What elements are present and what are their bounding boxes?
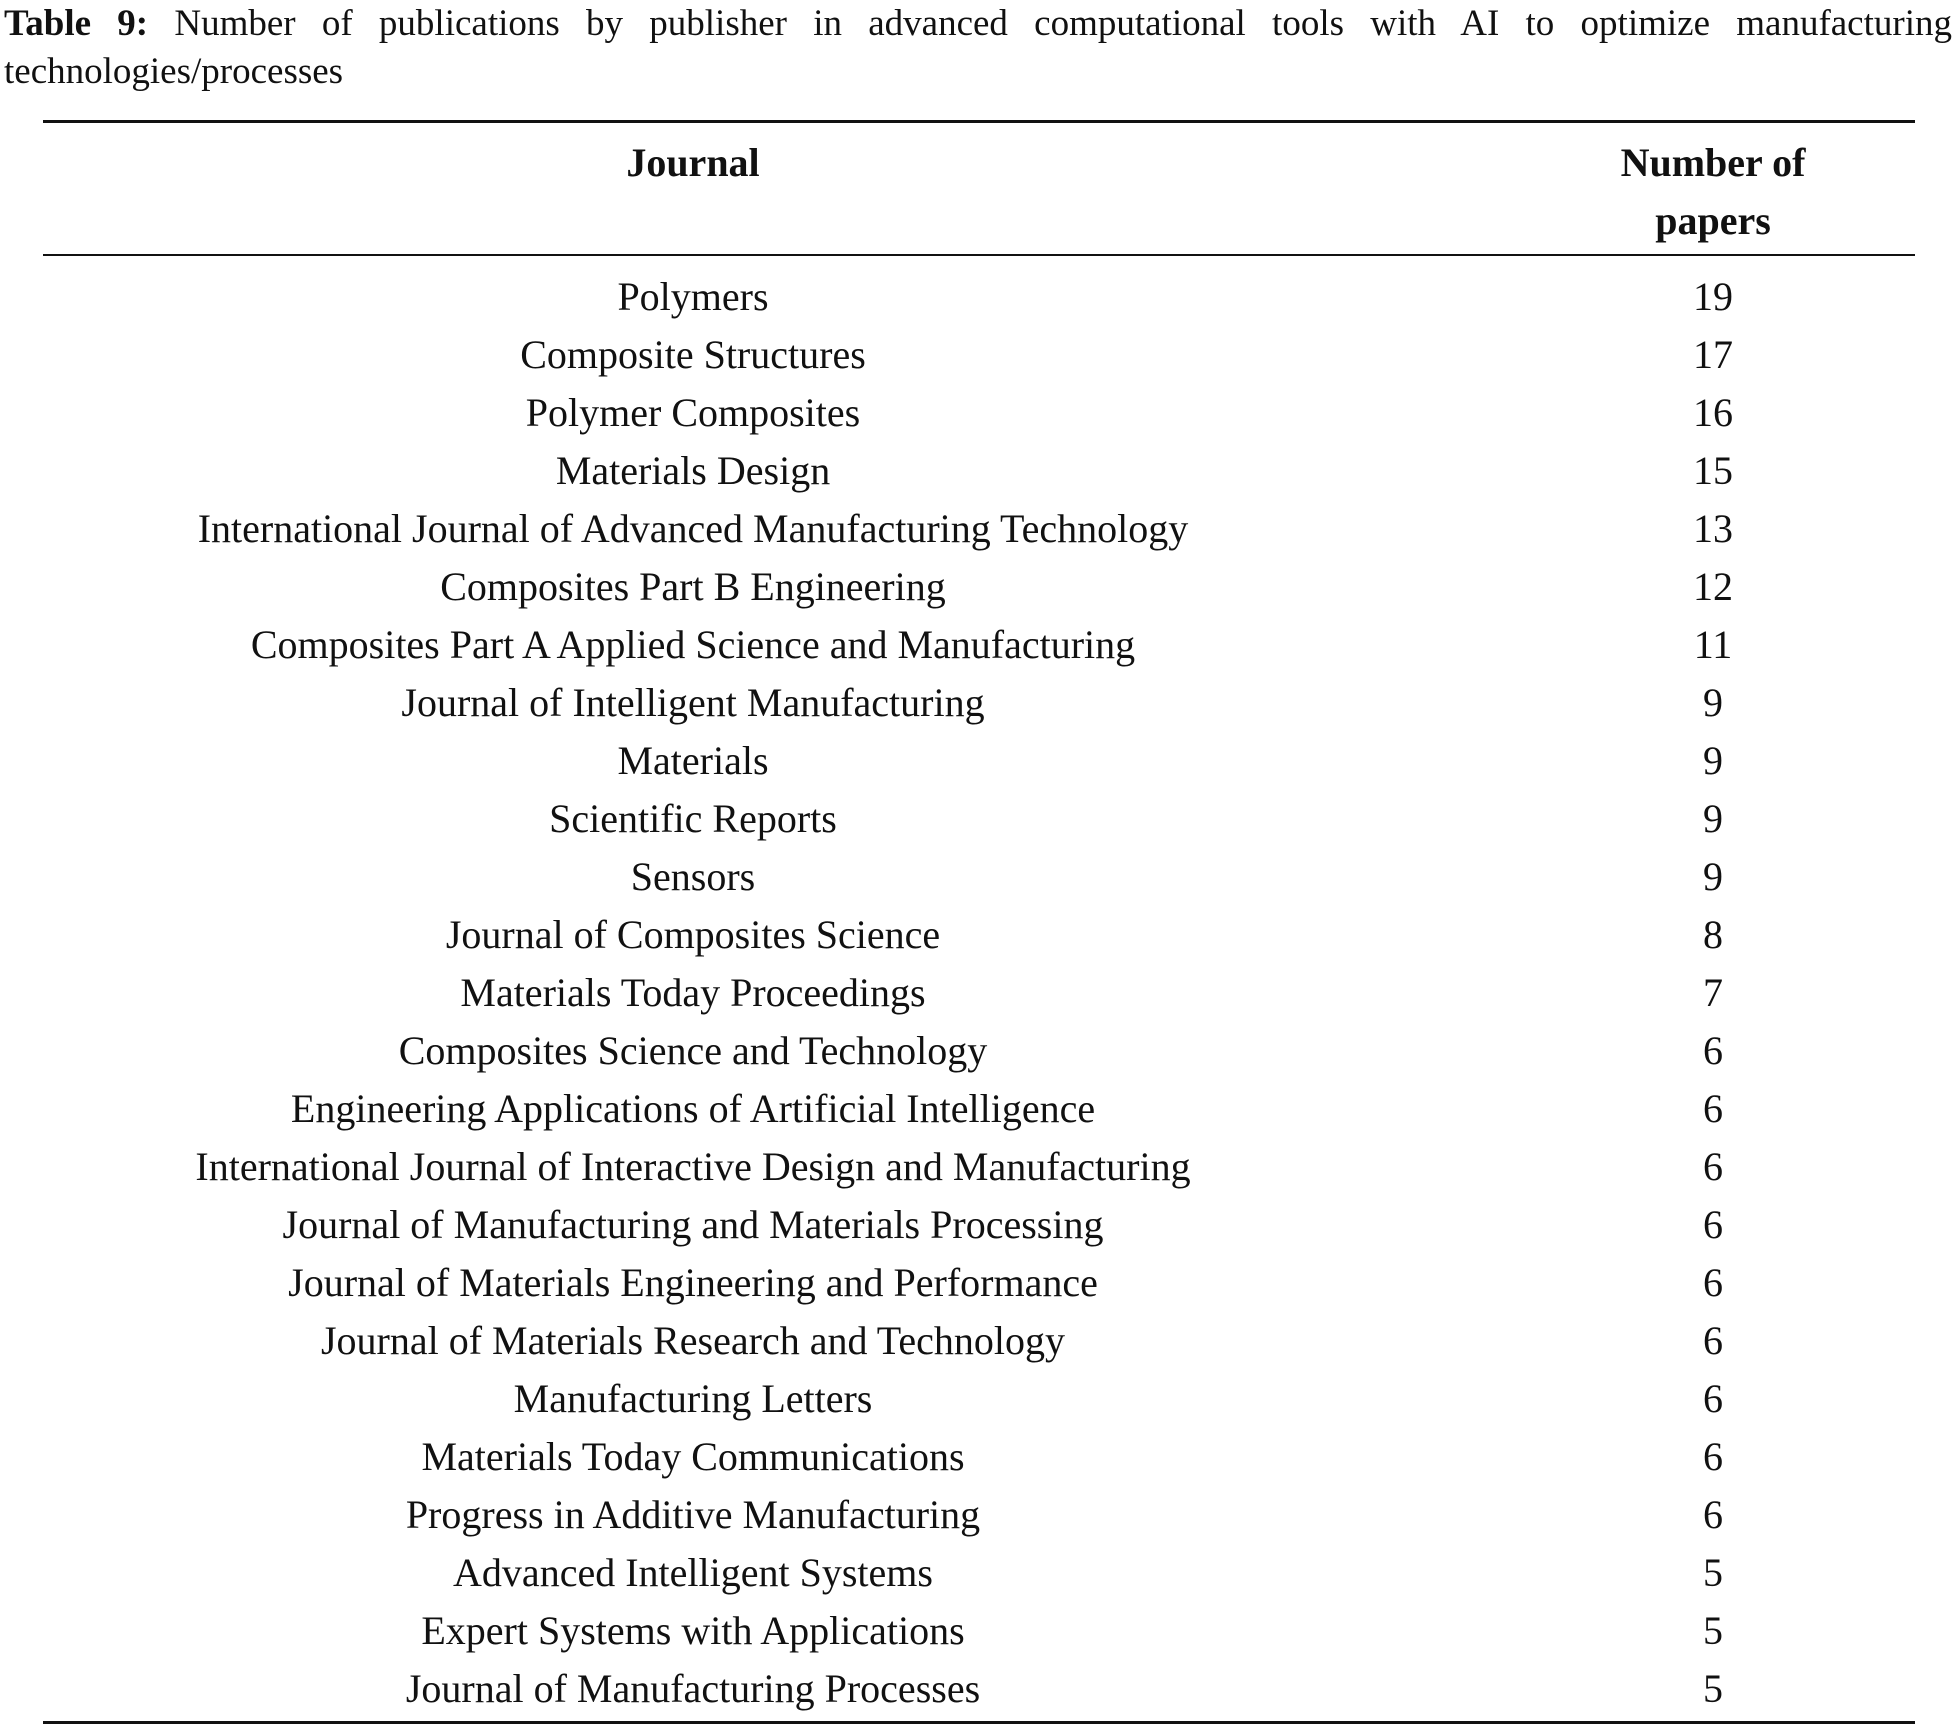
journal-name-cell: Expert Systems with Applications [421,1608,965,1653]
journal-name-cell: Composites Science and Technology [398,1028,988,1073]
paper-count-cell: 13 [1693,506,1733,551]
table-row [43,268,1915,326]
journal-name-cell: Materials Today Communications [421,1434,965,1479]
journal-name-cell: Engineering Applications of Artificial Intelligence [290,1086,1096,1131]
journal-name-cell: Journal of Manufacturing and Materials Processing [282,1202,1104,1247]
table-row [43,1254,1915,1312]
paper-count-cell: 9 [1703,796,1723,841]
table-row [43,848,1915,906]
journal-name-cell: Journal of Composites Science [445,912,941,957]
paper-count-cell: 9 [1703,854,1723,899]
journal-name-cell: Composites Part B Engineering [440,564,946,609]
paper-count-cell: 6 [1703,1202,1723,1247]
table-row [43,1660,1915,1718]
caption-label: Table 9: [4,3,149,44]
paper-count-cell: 6 [1703,1086,1723,1131]
table-row [43,558,1915,616]
paper-count-cell: 6 [1703,1260,1723,1305]
header-count-line2: papers [1655,198,1771,243]
table-row [43,1196,1915,1254]
table-row [43,906,1915,964]
paper-count-cell: 5 [1703,1608,1723,1653]
paper-count-cell: 6 [1703,1492,1723,1537]
journal-name-cell: Materials [617,738,769,783]
paper-count-cell: 5 [1703,1550,1723,1595]
journal-name-cell: Manufacturing Letters [513,1376,873,1421]
journal-name-cell: Journal of Manufacturing Processes [405,1666,981,1711]
paper-count-cell: 6 [1703,1434,1723,1479]
table-caption [4,0,1952,96]
table-row [43,384,1915,442]
table-row [43,1312,1915,1370]
journal-name-cell: Scientific Reports [549,796,837,841]
table-row [43,790,1915,848]
journal-name-cell: Journal of Intelligent Manufacturing [401,680,985,725]
paper-count-cell: 7 [1703,970,1723,1015]
journal-name-cell: Composite Structures [520,332,866,377]
journal-name-cell: Materials Today Proceedings [460,970,926,1015]
table-body [43,268,1915,1718]
table-top-rule [43,120,1915,123]
paper-count-cell: 12 [1693,564,1733,609]
table-row [43,1602,1915,1660]
table-row [43,1486,1915,1544]
paper-count-cell: 6 [1703,1144,1723,1189]
paper-count-cell: 17 [1693,332,1733,377]
journal-name-cell: Polymers [617,274,769,319]
table-row [43,1544,1915,1602]
caption-text: Number of publications by publisher in advanced computational tools with AI to optimize manufacturing technologies/processes [4,3,1952,92]
table-row [43,326,1915,384]
table-row [43,1370,1915,1428]
journal-name-cell: International Journal of Interactive Design and Manufacturing [195,1144,1191,1189]
table-row [43,500,1915,558]
header-number-of-papers [1613,134,1813,250]
journal-name-cell: Journal of Materials Research and Technology [320,1318,1065,1363]
journal-name-cell: Composites Part A Applied Science and Manufacturing [250,622,1136,667]
paper-count-cell: 6 [1703,1376,1723,1421]
table-header [43,134,1915,252]
table-row [43,964,1915,1022]
journal-name-cell: Sensors [630,854,756,899]
table-row [43,1428,1915,1486]
paper-count-cell: 9 [1703,738,1723,783]
table-row [43,442,1915,500]
paper-count-cell: 5 [1703,1666,1723,1711]
table-bottom-rule [43,1721,1915,1724]
header-journal: Journal [626,140,760,185]
journal-name-cell: Journal of Materials Engineering and Performance [288,1260,1098,1305]
paper-count-cell: 15 [1693,448,1733,493]
paper-count-cell: 6 [1703,1028,1723,1073]
table-row [43,1138,1915,1196]
journal-name-cell: Progress in Additive Manufacturing [405,1492,981,1537]
journal-name-cell: Advanced Intelligent Systems [453,1550,933,1595]
table-row [43,1022,1915,1080]
header-count-line1: Number of [1620,140,1806,185]
table-row [43,674,1915,732]
table-row [43,732,1915,790]
paper-count-cell: 9 [1703,680,1723,725]
journal-name-cell: Polymer Composites [525,390,861,435]
table-row [43,616,1915,674]
paper-count-cell: 19 [1693,274,1733,319]
table-header-rule [43,254,1915,256]
paper-count-cell: 6 [1703,1318,1723,1363]
journal-name-cell: Materials Design [555,448,831,493]
journal-name-cell: International Journal of Advanced Manufacturing Technology [197,506,1189,551]
table-row [43,1080,1915,1138]
paper-count-cell: 8 [1703,912,1723,957]
paper-count-cell: 16 [1693,390,1733,435]
paper-count-cell: 11 [1693,622,1733,667]
